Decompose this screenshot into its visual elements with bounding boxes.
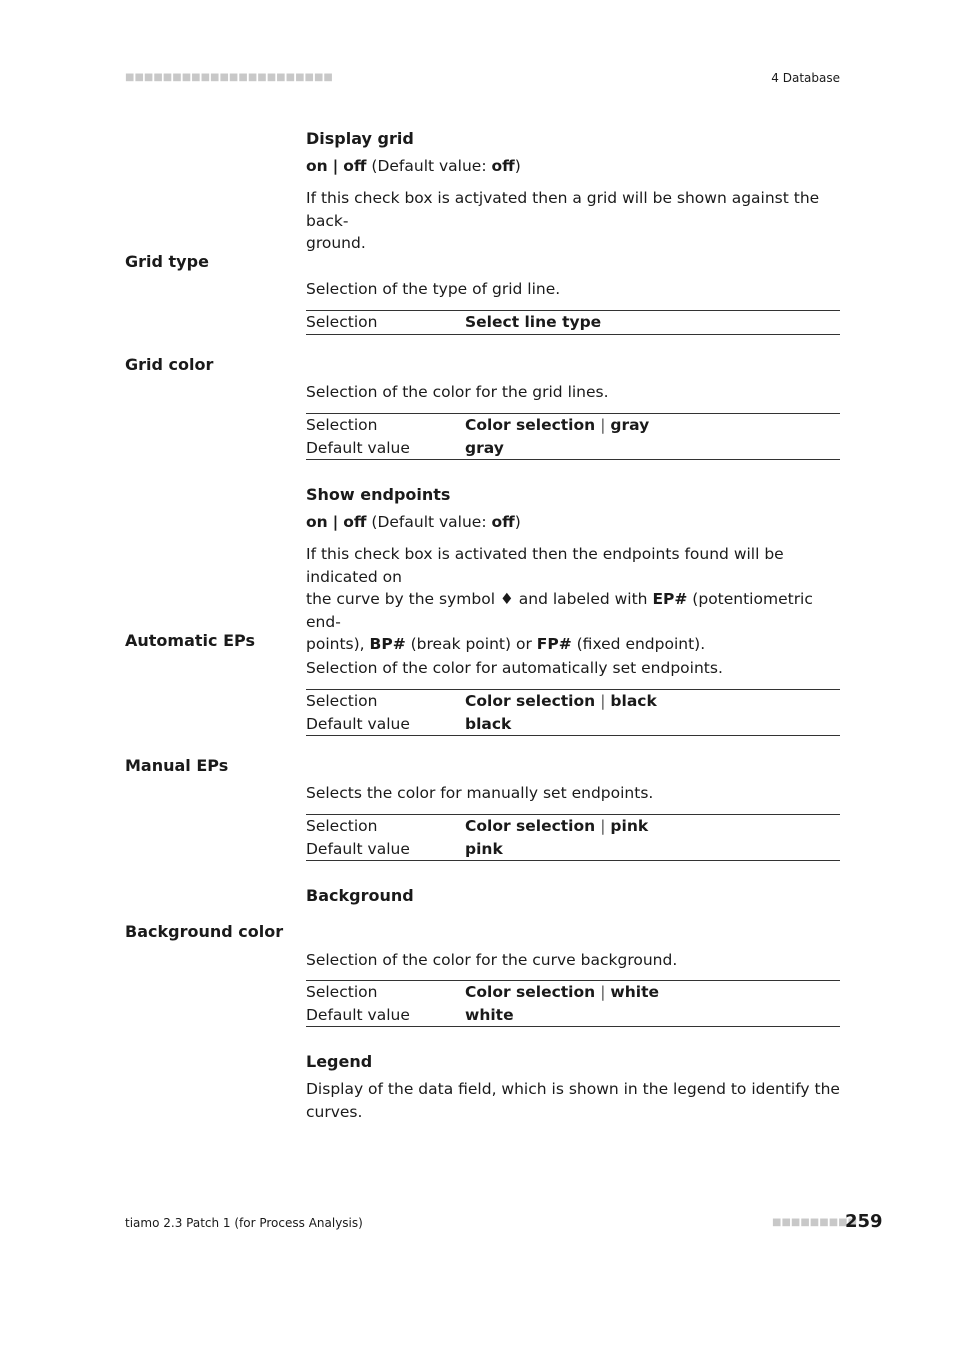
description-line: Display of the data field, which is shown in the legend to identify the: [306, 1080, 840, 1098]
row-value: pink: [465, 839, 503, 858]
description-line: If this check box is activated then the endpoints found will be indicated on: [306, 545, 784, 586]
header-decoration: ■■■■■■■■■■■■■■■■■■■■■■: [125, 72, 333, 83]
table-row: [306, 690, 840, 713]
row-value: Color selection | white: [465, 983, 660, 1002]
display-grid-description: [306, 187, 846, 255]
row-key: Selection: [306, 817, 378, 836]
row-key: Selection: [306, 313, 378, 332]
manual-eps-table: [306, 814, 840, 861]
display-grid-heading: Display grid: [306, 129, 414, 148]
show-endpoints-options: [306, 511, 521, 534]
row-value: Select line type: [465, 313, 602, 332]
legend-heading: Legend: [306, 1052, 373, 1071]
description-line: points), BP# (break point) or FP# (fixed endpoint).: [306, 635, 706, 653]
automatic-eps-label: Automatic EPs: [125, 631, 255, 650]
manual-eps-description: Selects the color for manually set endpoints.: [306, 784, 654, 802]
row-key: Default value: [306, 438, 410, 457]
row-key: Selection: [306, 692, 378, 711]
show-endpoints-heading: Show endpoints: [306, 485, 451, 504]
table-row: [306, 838, 840, 861]
background-color-table: [306, 980, 840, 1027]
description-line: If this check box is actjvated then a grid will be shown against the back-: [306, 189, 820, 230]
row-value: black: [465, 714, 512, 733]
option-on: on: [306, 157, 328, 175]
row-key: Selection: [306, 983, 378, 1002]
table-row: [306, 311, 840, 334]
row-key: Default value: [306, 839, 410, 858]
description-line: ground.: [306, 234, 366, 252]
background-color-description: Selection of the color for the curve background.: [306, 951, 678, 969]
row-value: gray: [465, 438, 504, 457]
option-on: on: [306, 513, 328, 531]
option-off: off: [343, 513, 367, 531]
manual-eps-label: Manual EPs: [125, 756, 229, 775]
row-key: Default value: [306, 1005, 410, 1024]
background-heading: Background: [306, 886, 414, 905]
option-separator: |: [332, 513, 339, 531]
row-key: Selection: [306, 416, 378, 435]
table-row: [306, 437, 840, 460]
grid-type-description: Selection of the type of grid line.: [306, 280, 561, 298]
grid-color-label: Grid color: [125, 355, 214, 374]
default-suffix: ): [514, 157, 521, 175]
table-row: [306, 981, 840, 1004]
page-number: 259: [845, 1211, 883, 1232]
automatic-eps-description: Selection of the color for automatically set endpoints.: [306, 659, 723, 677]
grid-color-table: [306, 413, 840, 460]
default-prefix: (Default value:: [371, 157, 492, 175]
section-title: 4 Database: [771, 71, 840, 85]
table-row: [306, 414, 840, 437]
grid-color-description: Selection of the color for the grid lines.: [306, 383, 609, 401]
default-prefix: (Default value:: [371, 513, 492, 531]
row-value: white: [465, 1005, 514, 1024]
table-row: [306, 815, 840, 838]
description-line: the curve by the symbol ♦ and labeled with EP# (potentiometric end-: [306, 590, 813, 631]
grid-type-table: [306, 310, 840, 335]
row-value: Color selection | black: [465, 692, 657, 711]
grid-type-label: Grid type: [125, 252, 209, 271]
default-suffix: ): [514, 513, 521, 531]
display-grid-options: [306, 155, 521, 178]
option-off: off: [343, 157, 367, 175]
footer-decoration: ■■■■■■■■■: [772, 1217, 858, 1228]
row-value: Color selection | gray: [465, 416, 650, 435]
default-value: off: [491, 157, 515, 175]
show-endpoints-description: [306, 543, 851, 656]
table-row: [306, 1004, 840, 1027]
option-separator: |: [332, 157, 339, 175]
legend-description: [306, 1078, 846, 1123]
background-color-label: Background color: [125, 922, 284, 941]
row-value: Color selection | pink: [465, 817, 649, 836]
description-line: curves.: [306, 1102, 363, 1121]
table-row: [306, 713, 840, 736]
footer-product: tiamo 2.3 Patch 1 (for Process Analysis): [125, 1216, 363, 1230]
row-key: Default value: [306, 714, 410, 733]
automatic-eps-table: [306, 689, 840, 736]
default-value: off: [491, 513, 515, 531]
